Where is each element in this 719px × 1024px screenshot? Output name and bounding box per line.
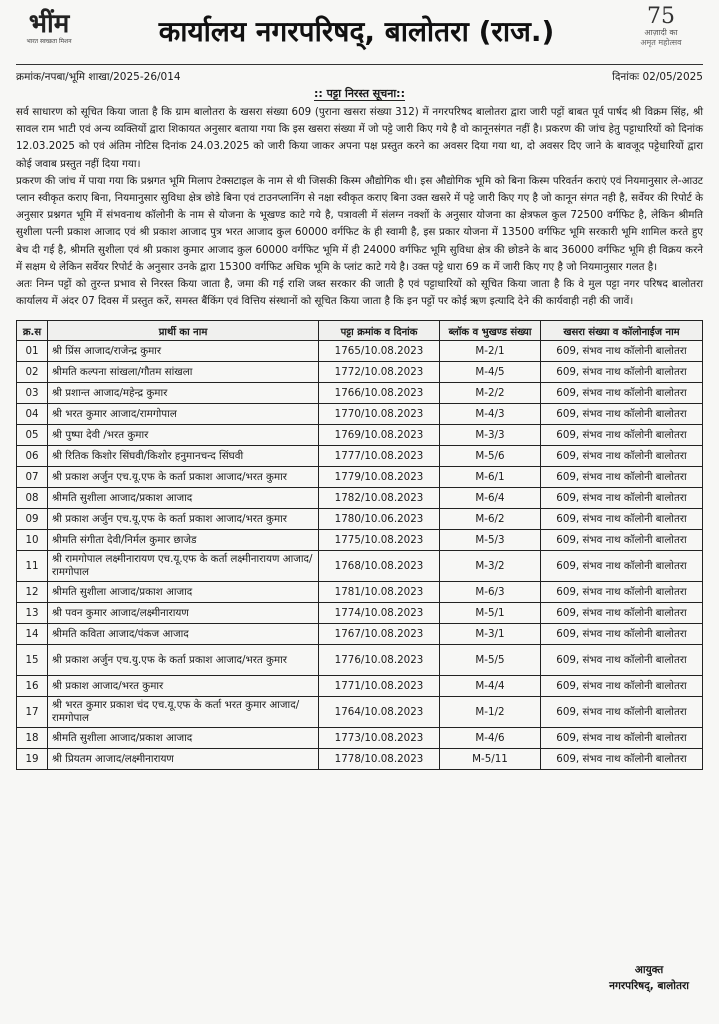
cell-block-plot: M-4/3 — [440, 404, 541, 425]
table-row — [17, 362, 703, 383]
cell-khasra-colony: 609, संभव नाथ कॉलोनी बालोतरा — [541, 676, 703, 697]
table-row — [17, 425, 703, 446]
cell-khasra-colony: 609, संभव नाथ कॉलोनी बालोतरा — [541, 404, 703, 425]
paragraph-findings: प्रकरण की जांच में पाया गया कि प्रश्नगत भूमि मिलाप टेक्सटाइल के नाम से थी जिसकी किस्म औद्योगिक थी। इस औद्योगिक भूमि को बिना किस्म परिवर्तन कराएं एवं नियमानुसार ले-आउट प्लान स्वीकृत कराए बिना, नियमानुसार सुविधा क्षेत्र छोडे बिना एवं टाउनप्लानिंग से नक्षा स्वीकृत कराए बिना उक्त खसरे में पट्टे जारी किए गए है जो कानून संगत नही है, सर्वेयर की रिपोर्ट के अनुसार प्रश्नगत भूमि में संभवनाथ कॉलोनी के नाम से योजना के भूखण्ड काटे गये है, पत्रावली में संलग्न नक्शों के अनुसार योजना का क्षेत्रफल कुल 72500 वर्गफिट है, लेकिन श्रीमति सुशीला पत्नी प्रकाश आजाद एवं श्री प्रकाश आजाद पुत्र भरत आजाद कुल 60000 वर्गफिट के ही स्वामी है, इस प्रकार योजना में 13500 वर्गफिट भूमि सरकारी भूमि शामिल करते हुए बेच दी गई है, श्रीमति सुशीला एवं श्री प्रकाश कुमार आजाद कुल 60000 वर्गफिट भूमि में ही 24000 वर्गफिट भूमि सुविधा क्षेत्र की छोडने के बाद 36000 वर्गफिट भूमि ही विक्रय करने में सक्षम थे लेकिन सर्वेयर रिपोर्ट के अनुसार उनके द्वारा 15300 वर्गफिट अधिक भूमि के प्लांट काटे गये है। उक्त पट्टे धारा 69 क में जारी किए गए है जो नियमानुसार गलत है। — [16, 174, 703, 273]
cell-khasra-colony: 609, संभव नाथ कॉलोनी बालोतरा — [541, 488, 703, 509]
cell-patta-number: 1769/10.08.2023 — [319, 425, 440, 446]
cell-block-plot: M-3/3 — [440, 425, 541, 446]
table-row — [17, 697, 703, 728]
cell-block-plot: M-2/1 — [440, 341, 541, 362]
cell-patta-number: 1781/10.08.2023 — [319, 582, 440, 603]
cell-patta-number: 1775/10.08.2023 — [319, 530, 440, 551]
table-row — [17, 446, 703, 467]
table-row — [17, 676, 703, 697]
cell-applicant-name: श्रीमति सुशीला आजाद/प्रकाश आजाद — [48, 728, 319, 749]
logo-right-line2: अमृत महोत्सव — [640, 38, 682, 47]
cell-applicant-name: श्री प्रकाश अर्जुन एच.यु.एफ के कर्ता प्रकाश आजाद/भरत कुमार — [48, 645, 319, 676]
table-row — [17, 383, 703, 404]
notice-heading — [16, 86, 703, 101]
logo-left-mark: भींम — [28, 9, 70, 39]
reference-row — [16, 64, 703, 84]
table-row — [17, 467, 703, 488]
cell-serial: 10 — [17, 530, 48, 551]
cell-applicant-name: श्री प्रशान्त आजाद/महेन्द्र कुमार — [48, 383, 319, 404]
logo-right-line1: आज़ादी का — [644, 28, 678, 37]
cell-patta-number: 1779/10.08.2023 — [319, 467, 440, 488]
letterhead — [16, 4, 703, 62]
cell-patta-number: 1771/10.08.2023 — [319, 676, 440, 697]
cell-block-plot: M-2/2 — [440, 383, 541, 404]
cell-patta-number: 1773/10.08.2023 — [319, 728, 440, 749]
cell-block-plot: M-4/6 — [440, 728, 541, 749]
cell-khasra-colony: 609, संभव नाथ कॉलोनी बालोतरा — [541, 383, 703, 404]
cell-applicant-name: श्रीमति सुशीला आजाद/प्रकाश आजाद — [48, 582, 319, 603]
cell-patta-number: 1777/10.08.2023 — [319, 446, 440, 467]
header-khasra: खसरा संख्या व कॉलोनाईज नाम — [541, 321, 703, 341]
table-row — [17, 551, 703, 582]
swachh-bharat-logo — [18, 10, 80, 56]
cell-khasra-colony: 609, संभव नाथ कॉलोनी बालोतरा — [541, 425, 703, 446]
table-row — [17, 603, 703, 624]
cancelled-patta-table — [16, 320, 703, 770]
header-block: ब्लॉक व भुखण्ड संख्या — [440, 321, 541, 341]
cell-patta-number: 1780/10.06.2023 — [319, 509, 440, 530]
cell-serial: 05 — [17, 425, 48, 446]
table-row — [17, 488, 703, 509]
paragraph-complaint: सर्व साधारण को सूचित किया जाता है कि ग्राम बालोतरा के खसरा संख्या 609 (पुराना खसरा संख्या 312) में नगरपरिषद बालोतरा द्वारा जारी पट्टों बाबत पूर्व पार्षद श्री विक्रम सिंह, श्री सावल राम भाटी एवं अन्य व्यक्तियों द्वारा शिकायत अनुसार बताया गया कि इस खसरा संख्या में जो पट्टे जारी किए गये है वो कानूनसंगत नहीं है। प्रकरण की जांच हेतु पट्टाधारियों को दिनांक 12.03.2025 को एवं अंतिम नोटिस दिनांक 24.03.2025 को जारी किया जाकर अपना पक्ष प्रस्तुत करने का अवसर दिया गया था, दो अवसर दिए जाने के बावजूद पट्टेधारियों द्वारा कोई जवाब प्रस्तुत नहीं दिया गया। — [16, 106, 703, 170]
cell-block-plot: M-6/1 — [440, 467, 541, 488]
cell-khasra-colony: 609, संभव नाथ कॉलोनी बालोतरा — [541, 551, 703, 582]
cell-patta-number: 1782/10.08.2023 — [319, 488, 440, 509]
cell-serial: 13 — [17, 603, 48, 624]
cell-khasra-colony: 609, संभव नाथ कॉलोनी बालोतरा — [541, 749, 703, 770]
cell-applicant-name: श्री पवन कुमार आजाद/लक्ष्मीनारायण — [48, 603, 319, 624]
paragraph-order: अतः निम्न पट्टों को तुरन्त प्रभाव से निरस्त किया जाता है, जमा की गई राशि जब्त सरकार की जाती है एवं पट्टाधारियों को सूचित किया जाता है कि वे मुल पट्टा नगर परिषद बालोतरा कार्यालय में अंदर 07 दिवस में प्रस्तुत करें, समस्त बैंकिंग एवं वित्तिय संस्थानों को सूचित किया जाता है कि इन पट्टों पर कोई ऋण इत्यादि देने की कार्यवाही नही की जावें। — [16, 278, 703, 308]
cell-serial: 15 — [17, 645, 48, 676]
cell-khasra-colony: 609, संभव नाथ कॉलोनी बालोतरा — [541, 446, 703, 467]
cell-block-plot: M-5/6 — [440, 446, 541, 467]
cell-block-plot: M-5/5 — [440, 645, 541, 676]
cell-serial: 11 — [17, 551, 48, 582]
cell-khasra-colony: 609, संभव नाथ कॉलोनी बालोतरा — [541, 467, 703, 488]
cell-serial: 14 — [17, 624, 48, 645]
cell-block-plot: M-1/2 — [440, 697, 541, 728]
cell-block-plot: M-4/5 — [440, 362, 541, 383]
cell-khasra-colony: 609, संभव नाथ कॉलोनी बालोतरा — [541, 728, 703, 749]
cell-applicant-name: श्री प्रिंस आजाद/राजेन्द्र कुमार — [48, 341, 319, 362]
cell-applicant-name: श्रीमति सुशीला आजाद/प्रकाश आजाद — [48, 488, 319, 509]
cell-applicant-name: श्री रितिक किशोर सिंघवी/किशोर हनुमानचन्द सिंघवी — [48, 446, 319, 467]
cell-serial: 09 — [17, 509, 48, 530]
cell-serial: 01 — [17, 341, 48, 362]
cell-block-plot: M-6/3 — [440, 582, 541, 603]
cell-serial: 08 — [17, 488, 48, 509]
signatory-title: आयुक्त — [634, 964, 664, 976]
cell-block-plot: M-3/1 — [440, 624, 541, 645]
table-header-row — [17, 321, 703, 341]
signatory-office: नगरपरिषद्, बालोतरा — [609, 980, 689, 992]
cell-khasra-colony: 609, संभव नाथ कॉलोनी बालोतरा — [541, 624, 703, 645]
cell-khasra-colony: 609, संभव नाथ कॉलोनी बालोतरा — [541, 645, 703, 676]
table-row — [17, 645, 703, 676]
table-row — [17, 582, 703, 603]
table-row — [17, 509, 703, 530]
cell-applicant-name: श्री प्रकाश अर्जुन एच.यू.एफ के कर्ता प्रकाश आजाद/भरत कुमार — [48, 467, 319, 488]
cell-applicant-name: श्री भरत कुमार आजाद/रामगोपाल — [48, 404, 319, 425]
cell-patta-number: 1766/10.08.2023 — [319, 383, 440, 404]
signature-block — [609, 962, 689, 994]
azadi-ka-amrit-mahotsav-logo — [621, 6, 701, 60]
header-applicant: प्रार्थी का नाम — [48, 321, 319, 341]
table-row — [17, 404, 703, 425]
cell-serial: 16 — [17, 676, 48, 697]
cell-patta-number: 1776/10.08.2023 — [319, 645, 440, 676]
cell-khasra-colony: 609, संभव नाथ कॉलोनी बालोतरा — [541, 697, 703, 728]
cell-applicant-name: श्रीमति कविता आजाद/पंकज आजाद — [48, 624, 319, 645]
cell-block-plot: M-3/2 — [440, 551, 541, 582]
table-row — [17, 728, 703, 749]
notice-heading-text: :: पट्टा निरस्त सूचना:: — [314, 87, 405, 100]
table-row — [17, 341, 703, 362]
cell-khasra-colony: 609, संभव नाथ कॉलोनी बालोतरा — [541, 582, 703, 603]
cell-khasra-colony: 609, संभव नाथ कॉलोनी बालोतरा — [541, 341, 703, 362]
header-serial: क्र.स — [17, 321, 48, 341]
cell-applicant-name: श्री प्रकाश अर्जुन एच.यू.एफ के कर्ता प्रकाश आजाद/भरत कुमार — [48, 509, 319, 530]
cell-applicant-name: श्री रामगोपाल लक्ष्मीनारायण एच.यू.एफ के कर्ता लक्ष्मीनारायण आजाद/रामगोपाल — [48, 551, 319, 582]
cell-patta-number: 1767/10.08.2023 — [319, 624, 440, 645]
cell-khasra-colony: 609, संभव नाथ कॉलोनी बालोतरा — [541, 509, 703, 530]
cell-block-plot: M-6/4 — [440, 488, 541, 509]
cell-serial: 12 — [17, 582, 48, 603]
cell-applicant-name: श्री प्रियतम आजाद/लक्ष्मीनारायण — [48, 749, 319, 770]
cell-patta-number: 1778/10.08.2023 — [319, 749, 440, 770]
cell-block-plot: M-5/1 — [440, 603, 541, 624]
cell-block-plot: M-5/3 — [440, 530, 541, 551]
cell-serial: 07 — [17, 467, 48, 488]
cell-patta-number: 1772/10.08.2023 — [319, 362, 440, 383]
cell-applicant-name: श्रीमति कल्पना सांखला/गौतम सांखला — [48, 362, 319, 383]
notice-date: दिनांकः 02/05/2025 — [612, 71, 703, 83]
cell-serial: 06 — [17, 446, 48, 467]
logo-right-num: 75 — [647, 4, 675, 29]
cell-patta-number: 1770/10.08.2023 — [319, 404, 440, 425]
cell-patta-number: 1768/10.08.2023 — [319, 551, 440, 582]
cell-applicant-name: श्री भरत कुमार प्रकाश चंद एच.यू.एफ के कर्ता भरत कुमार आजाद/रामगोपाल — [48, 697, 319, 728]
logo-left-sub: भारत स्वच्छता मिशन — [26, 38, 72, 45]
cell-block-plot: M-6/2 — [440, 509, 541, 530]
cell-serial: 02 — [17, 362, 48, 383]
cell-applicant-name: श्रीमति संगीता देवी/निर्मल कुमार छाजेड — [48, 530, 319, 551]
cell-serial: 17 — [17, 697, 48, 728]
cell-patta-number: 1774/10.08.2023 — [319, 603, 440, 624]
cell-patta-number: 1764/10.08.2023 — [319, 697, 440, 728]
table-row — [17, 624, 703, 645]
cell-block-plot: M-4/4 — [440, 676, 541, 697]
cell-patta-number: 1765/10.08.2023 — [319, 341, 440, 362]
cell-khasra-colony: 609, संभव नाथ कॉलोनी बालोतरा — [541, 530, 703, 551]
cell-khasra-colony: 609, संभव नाथ कॉलोनी बालोतरा — [541, 603, 703, 624]
cell-serial: 18 — [17, 728, 48, 749]
notice-body — [16, 104, 703, 310]
table-row — [17, 530, 703, 551]
cell-serial: 03 — [17, 383, 48, 404]
cell-serial: 04 — [17, 404, 48, 425]
cell-serial: 19 — [17, 749, 48, 770]
cell-khasra-colony: 609, संभव नाथ कॉलोनी बालोतरा — [541, 362, 703, 383]
table-body — [17, 341, 703, 770]
cell-block-plot: M-5/11 — [440, 749, 541, 770]
office-title: कार्यालय नगरपरिषद्, बालोतरा (राज.) — [158, 15, 555, 48]
cell-applicant-name: श्री प्रकाश आजाद/भरत कुमार — [48, 676, 319, 697]
header-patta: पट्टा क्रमांक व दिनांक — [319, 321, 440, 341]
table-row — [17, 749, 703, 770]
reference-number: क्रमांक/नपबा/भूमि शाखा/2025-26/014 — [16, 71, 181, 83]
cell-applicant-name: श्री पुष्पा देवी /भरत कुमार — [48, 425, 319, 446]
